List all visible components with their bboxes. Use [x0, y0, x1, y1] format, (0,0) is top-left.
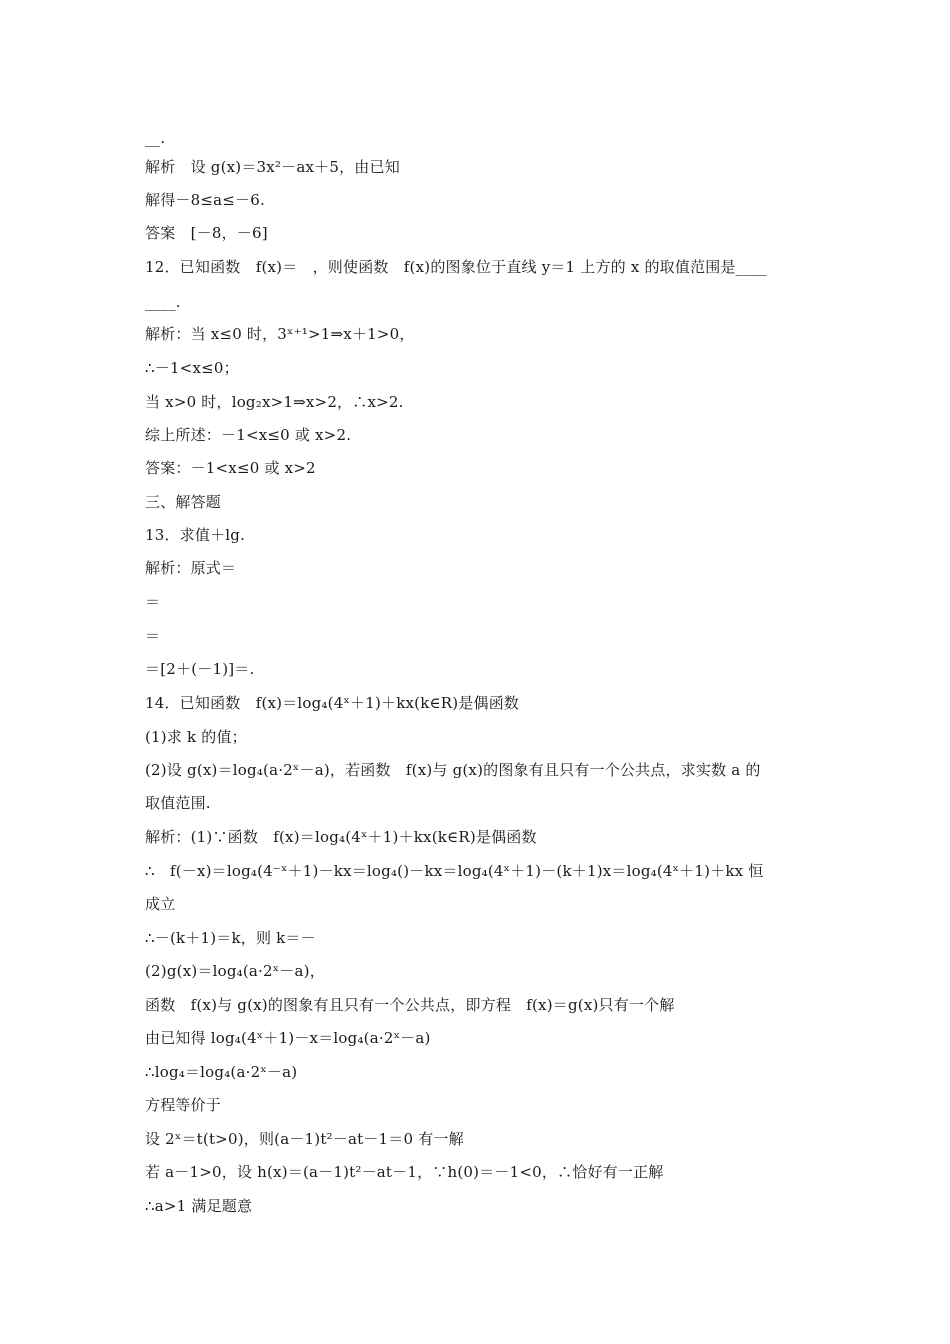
answer-line: 答案：－1<x≤0 或 x>2 — [145, 459, 316, 477]
text-line: 设 2ˣ＝t(t>0)，则(a－1)t²－at－1＝0 有一解 — [145, 1130, 464, 1148]
text-line: ＝ — [145, 593, 161, 611]
text-line: ＝[2＋(－1)]＝. — [145, 660, 255, 678]
text-line: (2)设 g(x)＝log₄(a·2ˣ－a)，若函数 f(x)与 g(x)的图象有且只有一个公共点，求实数 a 的 — [145, 761, 761, 779]
text-line: 答案 [－8，－6] — [145, 224, 268, 242]
text-line: ∴a>1 满足题意 — [145, 1197, 253, 1215]
text-line: ∴－1<x≤0； — [145, 359, 239, 377]
question-12: 12．已知函数 f(x)＝ ，则使函数 f(x)的图象位于直线 y＝1 上方的 x 的取值范围是____ — [145, 258, 767, 276]
text-line: 当 x>0 时，log₂x>1⇒x>2，∴x>2. — [145, 393, 404, 411]
text-line: ∴－(k＋1)＝k，则 k＝－ — [145, 929, 316, 947]
text-line: 函数 f(x)与 g(x)的图象有且只有一个公共点，即方程 f(x)＝g(x)只有一个解 — [145, 996, 675, 1014]
text-line: 成立 — [145, 895, 176, 913]
text-line: (1)求 k 的值； — [145, 728, 247, 746]
text-line: 解析：(1)∵函数 f(x)＝log₄(4ˣ＋1)＋kx(k∈R)是偶函数 — [145, 828, 537, 846]
text-line: 综上所述：－1<x≤0 或 x>2. — [145, 426, 352, 444]
text-line: 解析：当 x≤0 时，3ˣ⁺¹>1⇒x＋1>0， — [145, 325, 415, 343]
text-line: 解析：原式＝ — [145, 559, 237, 577]
question-14: 14．已知函数 f(x)＝log₄(4ˣ＋1)＋kx(k∈R)是偶函数 — [145, 694, 520, 712]
question-13: 13．求值＋lg. — [145, 526, 246, 544]
text-line: __. — [145, 129, 166, 147]
text-line: ∴ f(－x)＝log₄(4⁻ˣ＋1)－kx＝log₄()－kx＝log₄(4ˣ＋1)－(k＋1)x＝log₄(4ˣ＋1)＋kx 恒 — [145, 862, 764, 880]
text-line: 解得－8≤a≤－6. — [145, 191, 265, 209]
text-line: 由已知得 log₄(4ˣ＋1)－x＝log₄(a·2ˣ－a) — [145, 1029, 431, 1047]
text-line: 解析 设 g(x)＝3x²－ax＋5，由已知 — [145, 158, 400, 176]
text-line: (2)g(x)＝log₄(a·2ˣ－a)， — [145, 962, 325, 980]
text-line: ＝ — [145, 627, 161, 645]
text-line: ____. — [145, 293, 181, 311]
text-line: ∴log₄＝log₄(a·2ˣ－a) — [145, 1063, 298, 1081]
text-line: 方程等价于 — [145, 1096, 222, 1114]
text-line: 若 a－1>0，设 h(x)＝(a－1)t²－at－1，∵h(0)＝－1<0，∴恰好有一正解 — [145, 1163, 664, 1181]
section-heading: 三、解答题 — [145, 493, 222, 511]
text-line: 取值范围. — [145, 794, 211, 812]
